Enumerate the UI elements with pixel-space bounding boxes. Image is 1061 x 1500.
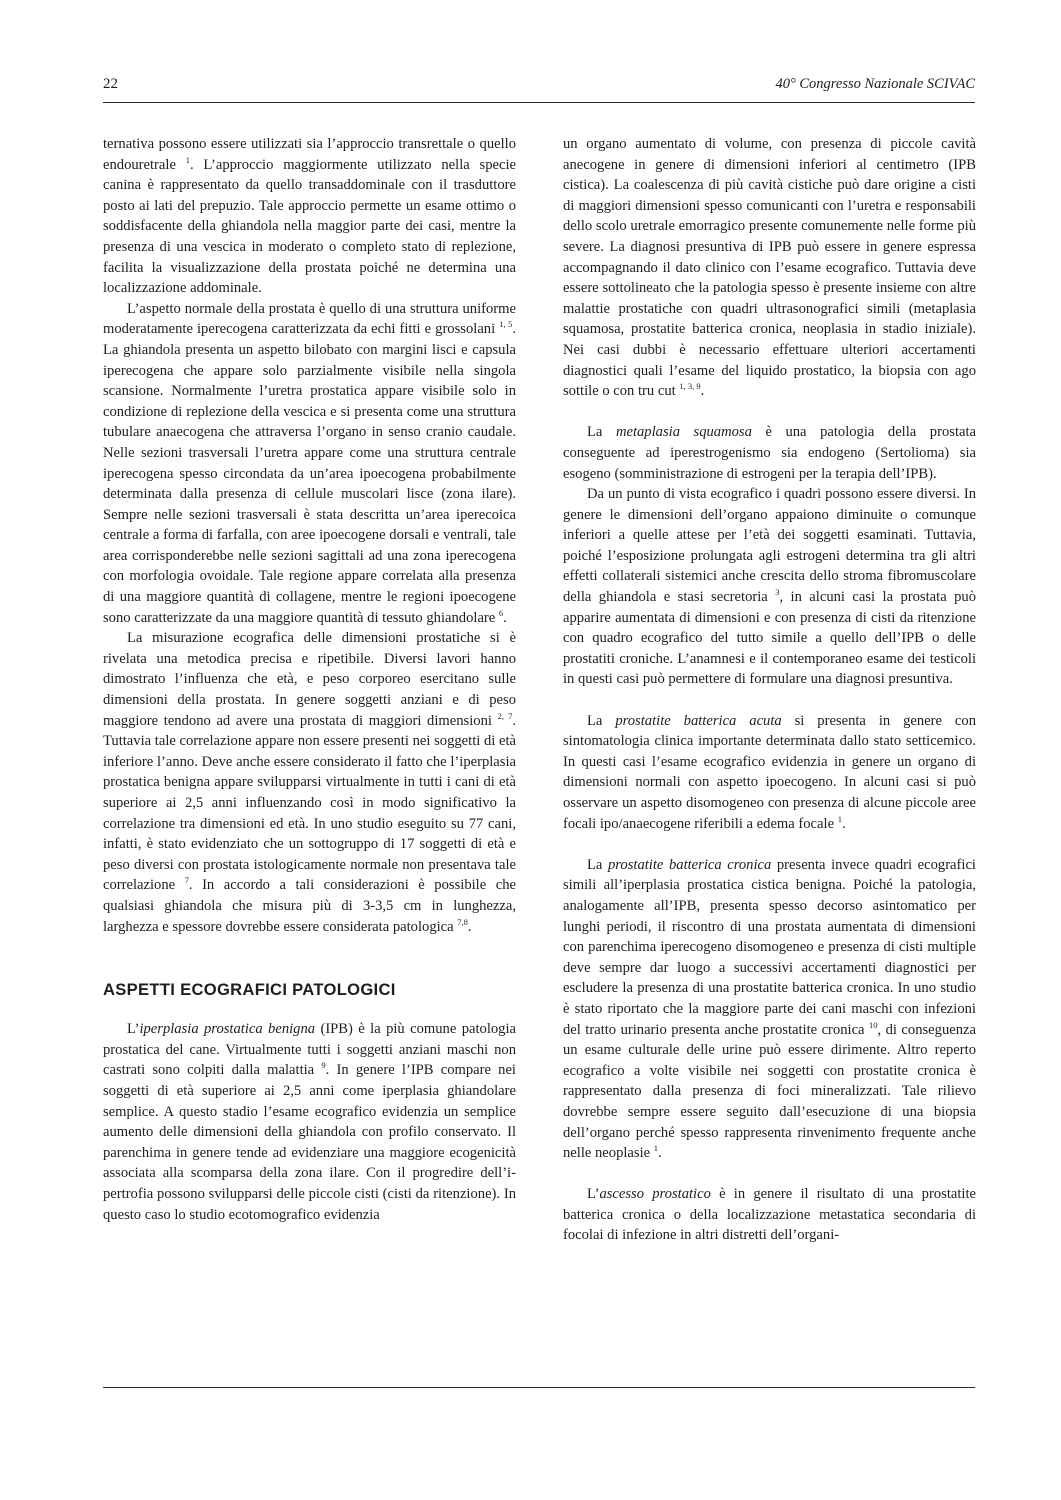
citation: 6 <box>498 607 504 618</box>
page-number: 22 <box>103 76 118 92</box>
citation: 9 <box>321 1060 326 1071</box>
paragraph: L’iperplasia prostatica benigna (IPB) è la più comune patologia prostatica del cane. Virtualmente tutti i soggetti anziani maschi non castrati sono colpiti dalla malattia $^9$. In genere l’IPB compare nei soggetti di età superiore ai 2,5 anni come iperplasia ghiandolare semplice. A questo stadio l’esame ecografico evidenzia un semplice aumento delle dimensioni della ghiandola con profilo conservato. Il parenchima in genere tende ad evidenziare una maggiore ecogenicità associata alla scomparsa della zona ilare. Con il progredire dell’ipertrofia possono svilupparsi delle piccole cisti (cisti da ritenzione). In questo caso lo studio ecotomografico evidenzia <box>103 1021 517 1223</box>
paragraph: La prostatite batterica cronica presenta invece quadri ecografici simili all’iperplasia prostatica cistica benigna. Poiché la patologia, analogamente all’IPB, presenta spesso decorso asintomatico per lunghi periodi, il riscontro di una prostata aumentata di dimensioni con parenchima iperecogeno disomogeneo e presenza di cisti multiple deve sempre dar luogo a successivi accertamenti diagnostici per escludere la presenza di una prostatite batterica cronica. In uno studio è stato riportato che la maggiore parte dei cani maschi con infezioni del tratto urinario presenta anche prostatite cronica $^{10}$, di conseguenza un esame culturale delle urine può essere dirimente. Altro reperto ecografico a volte visibile nei soggetti con prostatite cronica è rappresentato dalla presenza di foci mineralizzati. Tale rilievo dovrebbe sempre essere seguito dall’esecuzione di una biopsia dell’organo perché spesso rappresenta rinvenimento frequente anche nelle neoplasie $^1$. <box>563 856 976 1162</box>
paragraph: un organo aumentato di volume, con presenza di piccole cavità anecogene in genere di dimensioni inferiori al centimetro (IPB cistica). La coalescenza di più cavità cistiche può dare origine a cisti di maggiori dimensioni spesso comunicanti con l’uretra e responsabili dello scolo uretrale emorragico presente comunemente nelle forme più severe. La diagnosi presuntiva di IPB può essere in genere espressa accompagnando il dato clinico con l’esame ecografico. Tuttavia deve essere sottolineato che la patologia spesso è presente insieme con altre malattie prostatiche con quadri ultrasonografici simili (metaplasia squamosa, prostatite batterica cronica, neoplasia in stadio iniziale). Nei casi dubbi è necessario effettuare ulteriori accertamenti diagnostici quali l’esame del liquido prostatico, la biopsia con ago sottile o con tru cut $^{1, 3, 9}$. <box>563 136 976 400</box>
paragraph: ternativa possono essere utilizzati sia l’approccio transrettale o quello endouretrale $^1$. L’approccio maggiormente utilizzato nella specie canina è rappresentato da quello transaddominale con il trasduttore posto ai lati del prepuzio. Tale approccio permette un esame ottimo o soddisfacente della ghiandola nella maggior parte dei casi, mentre la presenza di una vescica in moderato o completo stato di replezione, facilita la visualizzazione della prostata poiché ne determina una localizzazione addominale. <box>103 136 516 297</box>
paragraph: La prostatite batterica acuta si presenta in genere con sintomatologia clinica importante determinata dallo stato setticemico. In questi casi l’esame ecografico evidenzia in genere un organo di dimensioni normali con aspetto ipoecogeno. In alcuni casi si può osservare un aspetto disomogeneo con presenza di alcune piccole aree focali ipo/anaecogene riferibili a edema focale $^1$. <box>563 712 977 832</box>
citation: 1, 5 <box>499 319 513 330</box>
footer-rule <box>103 1387 975 1388</box>
paragraph: La misurazione ecografica delle dimensioni prostatiche si è rivelata una metodica precisa e ripetibile. Diversi lavori hanno dimostrato l’influenza che età, e peso corporeo esercitano sulle dimensioni della prostata. In genere soggetti anziani e di peso maggiore tendono ad avere una prostata di maggiori dimensioni $^{2, 7}$. Tuttavia tale correlazione appare non essere presenti nei soggetti di età inferiore l’anno. Deve anche essere considerato il fatto che l’iperplasia prostatica benigna appare svilupparsi virtualmente in tutti i cani di età superiore ai 2,5 anni influenzando così in modo significativo la correlazione tra dimensioni ed età. In uno studio eseguito su 77 cani, infatti, è stato evidenziato che un sottogruppo di 17 soggetti di età e peso diversi con prostata istologicamente normale non presentava tale correlazione $^7$. In accordo a tali considerazioni è possibile che qualsiasi ghiandola che misura più di 3-3,5 cm in lunghezza, larghezza e spessore dovrebbe essere considerata patologica $^{7,8}$. <box>103 630 517 935</box>
right-column <box>563 134 976 1246</box>
paragraph: L’ascesso prostatico è in genere il risultato di una prostatite batterica cronica o della localizzazione metastatica secondaria di focolai di infezione in altri distretti dell’organi- <box>563 1186 976 1244</box>
citation: 1 <box>837 813 842 824</box>
page-header <box>103 76 975 103</box>
citation: 10 <box>869 1019 878 1030</box>
running-title: 40° Congresso Nazionale SCIVAC <box>775 76 975 92</box>
citation: 1, 3, 9 <box>679 381 701 392</box>
paragraph: L’aspetto normale della prostata è quello di una struttura uniforme moderatamente iperecogena caratterizzata da echi fitti e grossolani $^{1, 5}$. La ghiandola presenta un aspetto bilobato con margini lisci e capsula iperecogena che appare solo parzialmente visibile nella singola scansione. Normalmente l’uretra prostatica appare visibile solo in condizione di replezione della vescica e si presenta come una struttura tubulare anaecogena che attraversa l’organo in senso cranio caudale. Nelle sezioni trasversali l’uretra appare come una struttura centrale iperecogena spesso circondata da un’area ipoecogena probabilmente determinata dalla presenza di cellule muscolari lisce (zona ilare). Sempre nelle sezioni trasversali è stata descritta un’area iperecoica centrale a forma di farfalla, con aree ipoecogene dorsali e ventrali, tale area corrisponderebbe nelle sezioni sagittali ad una zona iperecogena con morfologia ovoidale. Tale regione appare correlata alla presenza di una maggiore quantità di collagene, mentre le regioni ipoecogene sono caratterizzate da una maggiore quantità di tessuto ghiandolare $^6$. <box>103 300 517 626</box>
left-column <box>103 134 516 1225</box>
section-heading: ASPETTI ECOGRAFICI PATOLOGICI <box>103 980 396 1000</box>
citation: 1 <box>185 154 190 165</box>
paragraph: La metaplasia squamosa è una patologia della prostata conseguente ad iperestrogenismo sia endogeno (Sertolioma) sia esogeno (somministrazione di estrogeni per la terapia dell’IPB). <box>563 424 977 482</box>
citation: 7 <box>184 875 189 886</box>
citation: 3 <box>775 587 780 598</box>
citation: 1 <box>653 1143 659 1154</box>
citation: 2, 7 <box>497 710 513 721</box>
citation: 7,8 <box>457 916 468 927</box>
paragraph: Da un punto di vista ecografico i quadri possono essere diversi. In genere le dimensioni dell’organo appaiono diminuite o comunque inferiori a quelle attese per l’età dei soggetti esaminati. Tuttavia, poiché l’esposizione prolungata agli estrogeni determina tra gli altri effetti collaterali sistemici anche crescita dello stroma fibromuscolare della ghiandola e stasi secretoria $^3$, in alcuni casi la prostata può apparire aumentata di dimensioni e con presenza di cisti da ritenzione con quadro ecografico del tutto simile a quello dell’IPB o delle prostatiti croniche. L’anamnesi e il contemporaneo esame dei testicoli in questi casi può permettere di formulare una diagnosi presuntiva. <box>563 486 976 688</box>
